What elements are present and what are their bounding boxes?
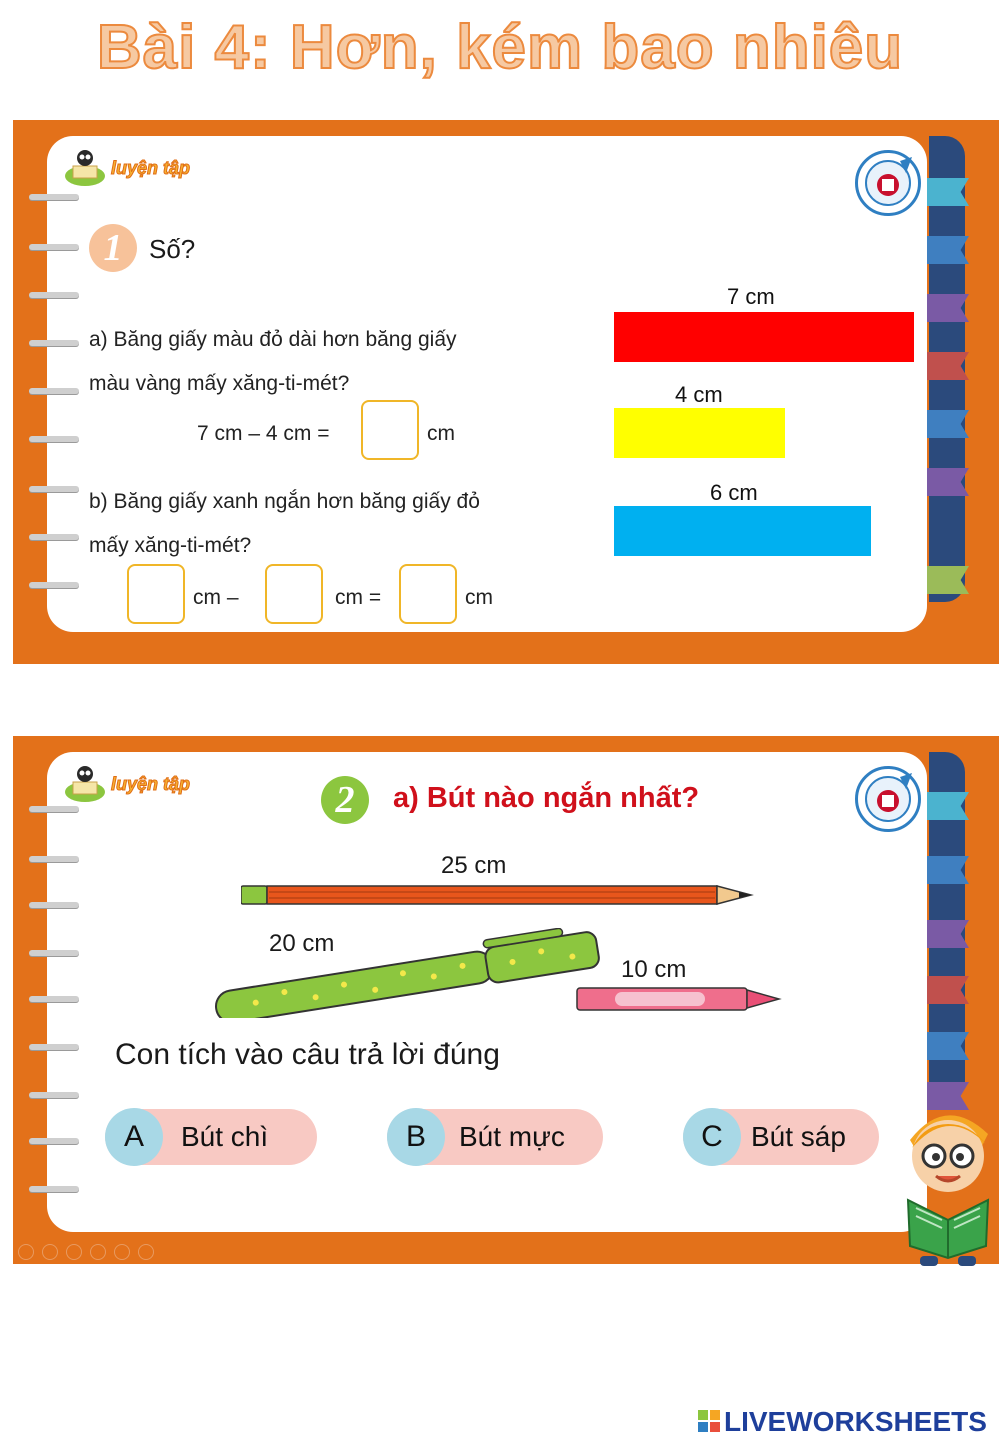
slide-exercise-2 — [13, 736, 999, 1264]
liveworksheets-logo-icon — [698, 1410, 720, 1434]
strip-blue — [614, 506, 871, 556]
footer-brand[interactable]: LIVEWORKSHEETS — [724, 1406, 987, 1437]
strip-label-yellow: 4 cm — [675, 382, 723, 407]
option-c-letter: C — [683, 1108, 741, 1166]
part-b-unit-2: cm = — [335, 586, 382, 609]
option-a-label: Bút chì — [181, 1121, 269, 1152]
practice-logo-text: luyện tập — [111, 157, 191, 178]
pen-tool-icon[interactable] — [66, 1244, 82, 1260]
pen-label: 20 cm — [269, 930, 335, 957]
strip-yellow — [614, 408, 785, 458]
school-seal-icon — [855, 766, 921, 832]
pencil-icon[interactable] — [241, 882, 757, 913]
option-a-letter: A — [105, 1108, 163, 1166]
pen-icon[interactable] — [203, 928, 619, 1023]
part-a-line-1: a) Băng giấy màu đỏ dài hơn băng giấy — [89, 328, 457, 351]
option-b-letter: B — [387, 1108, 445, 1166]
practice-logo — [63, 148, 190, 188]
answer-box-b1[interactable] — [127, 564, 185, 624]
answer-box-b3[interactable] — [399, 564, 457, 624]
option-c-label: Bút sáp — [751, 1121, 846, 1152]
practice-logo-text: luyện tập — [111, 773, 191, 794]
instruction-text: Con tích vào câu trả lời đúng — [115, 1038, 500, 1071]
part-b-line-2: mấy xăng-ti-mét? — [89, 534, 252, 557]
part-a-equation: 7 cm – 4 cm = — [197, 422, 330, 445]
next-slide-icon[interactable] — [42, 1244, 58, 1260]
part-a-line-2: màu vàng mấy xăng-ti-mét? — [89, 372, 350, 395]
option-c[interactable] — [683, 1109, 879, 1165]
exercise-number: 2 — [321, 776, 369, 824]
exercise-number: 1 — [89, 224, 137, 272]
page-title: Bài 4: Hơn, kém bao nhiêu — [96, 13, 904, 82]
part-a-unit: cm — [427, 422, 455, 445]
option-b[interactable] — [387, 1109, 603, 1165]
option-b-label: Bút mực — [459, 1121, 565, 1152]
slides-grid-icon[interactable] — [90, 1244, 106, 1260]
boy-reading-icon — [896, 1100, 1000, 1273]
strip-label-blue: 6 cm — [710, 480, 758, 505]
part-b-unit-1: cm – — [193, 586, 239, 609]
school-seal-icon — [855, 150, 921, 216]
strip-label-red: 7 cm — [727, 284, 775, 309]
part-b-unit-3: cm — [465, 586, 493, 609]
slide-exercise-1 — [13, 120, 999, 664]
answer-box-a[interactable] — [361, 400, 419, 460]
binder-tabs — [929, 752, 965, 1102]
exercise-question: a) Bút nào ngắn nhất? — [393, 782, 700, 814]
zoom-icon[interactable] — [114, 1244, 130, 1260]
part-b-line-1: b) Băng giấy xanh ngắn hơn băng giấy đỏ — [89, 490, 480, 513]
mascot-icon — [63, 764, 107, 804]
practice-logo — [63, 764, 190, 804]
crayon-icon[interactable] — [575, 984, 785, 1019]
more-icon[interactable] — [138, 1244, 154, 1260]
answer-box-b2[interactable] — [265, 564, 323, 624]
notebook-page — [47, 752, 927, 1232]
pencil-label: 25 cm — [441, 852, 507, 879]
strip-red — [614, 312, 914, 362]
mascot-icon — [63, 148, 107, 188]
binder-tabs — [929, 136, 965, 602]
prev-slide-icon[interactable] — [18, 1244, 34, 1260]
exercise-prompt: Số? — [149, 234, 196, 264]
crayon-label: 10 cm — [621, 956, 687, 983]
option-a[interactable] — [105, 1109, 317, 1165]
notebook-page — [47, 136, 927, 632]
